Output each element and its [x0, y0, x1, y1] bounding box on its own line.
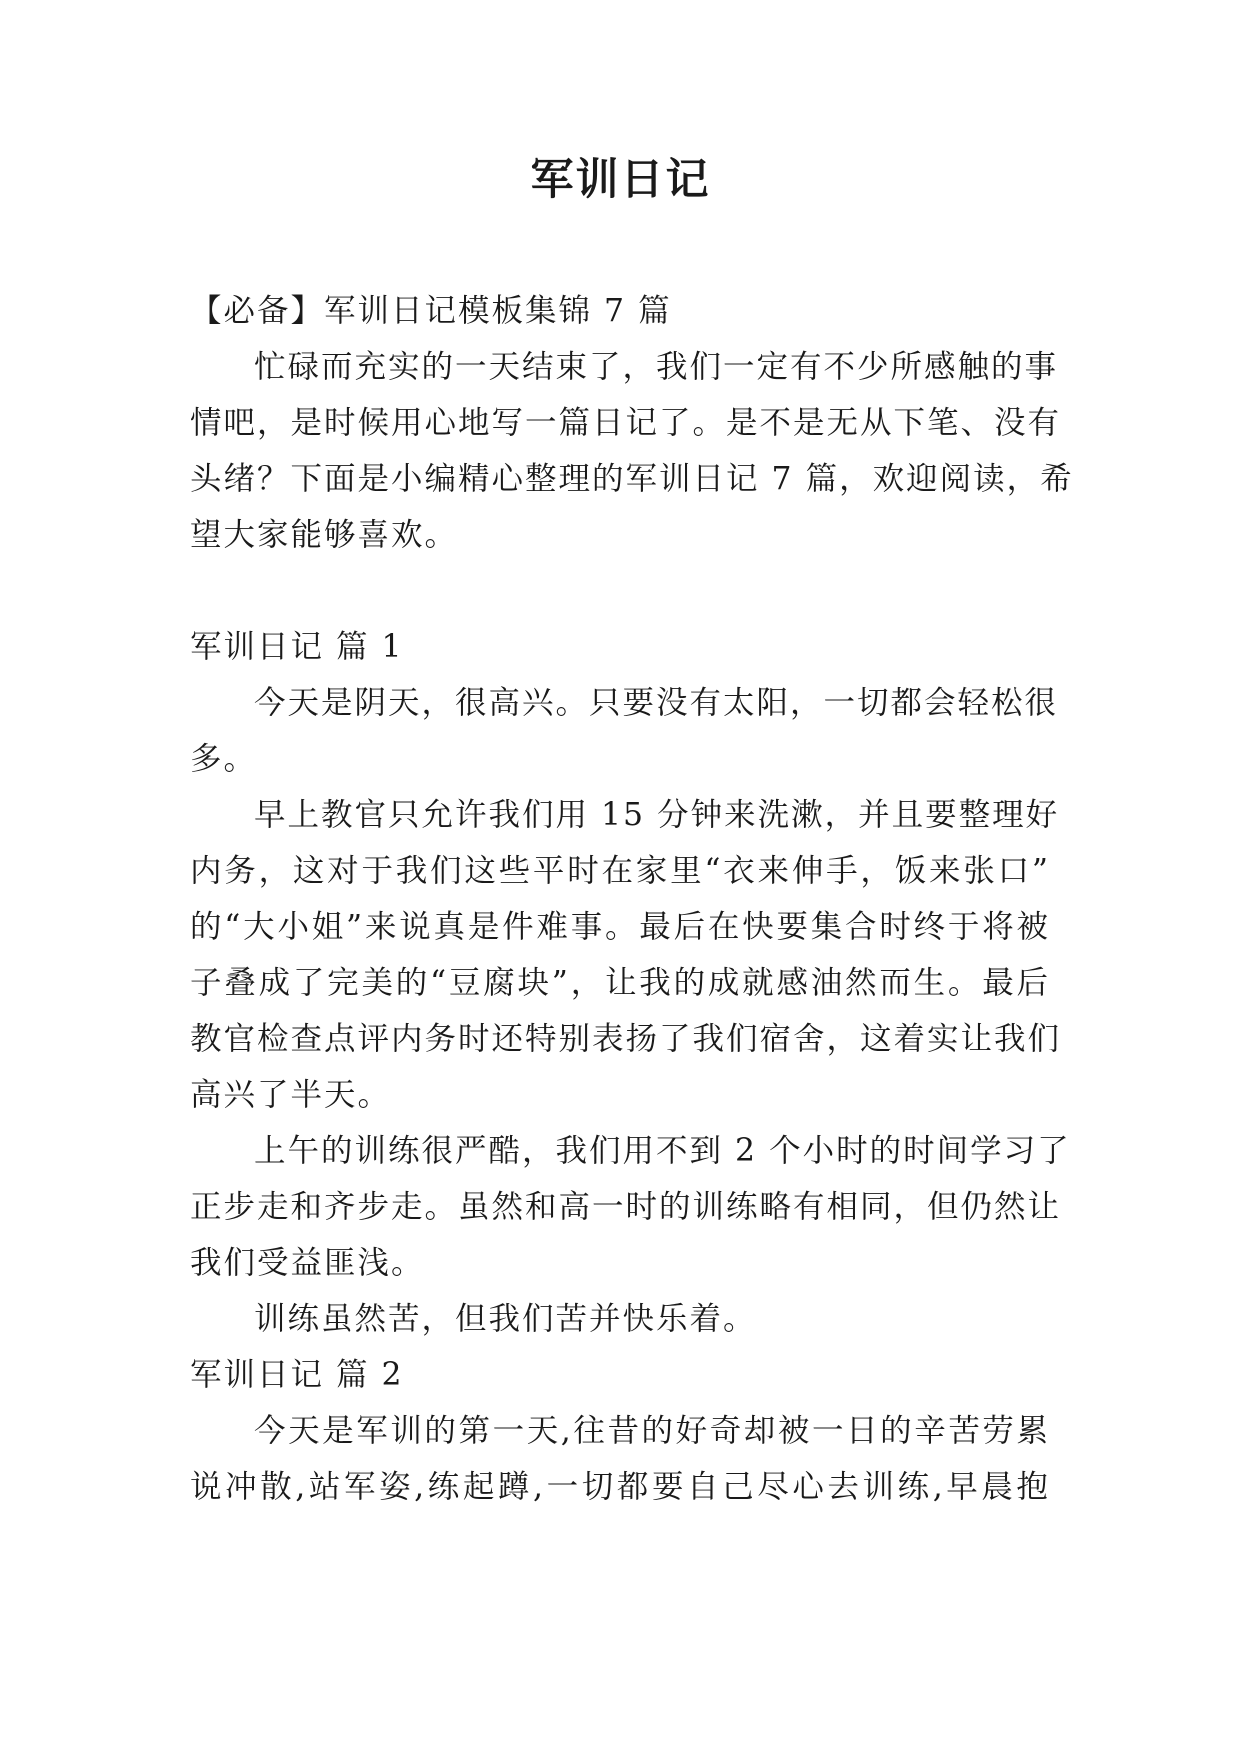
paragraph-line: 早上教官只允许我们用 15 分钟来洗漱，并且要整理好 [254, 797, 1060, 833]
section-heading-1: 军训日记 篇 1 [190, 629, 404, 665]
document-body [190, 283, 1074, 1515]
paragraph-line: 说冲散,站军姿,练起蹲,一切都要自己尽心去训练,早晨抱 [190, 1469, 1050, 1505]
section2-paragraph-1 [190, 1403, 1050, 1515]
section1-paragraph-2 [190, 787, 1062, 1123]
paragraph-line: 多。 [190, 741, 258, 777]
paragraph-line: 的“大小姐”来说真是件难事。最后在快要集合时终于将被 [190, 909, 1050, 945]
paragraph-line: 今天是阴天，很高兴。只要没有太阳，一切都会轻松很 [254, 685, 1059, 721]
paragraph-line: 我们受益匪浅。 [190, 1245, 425, 1281]
spacer [190, 563, 1050, 619]
paragraph-line: 内务，这对于我们这些平时在家里“衣来伸手，饭来张口” [190, 853, 1050, 889]
intro-line: 望大家能够喜欢。 [190, 517, 459, 553]
paragraph-line: 上午的训练很严酷，我们用不到 2 个小时的时间学习了 [254, 1133, 1071, 1169]
section1-paragraph-1 [190, 675, 1059, 787]
page-title: 军训日记 [530, 155, 711, 205]
subtitle: 【必备】军训日记模板集锦 7 篇 [190, 293, 672, 329]
intro-line: 头绪？下面是小编精心整理的军训日记 7 篇，欢迎阅读，希 [190, 461, 1074, 497]
intro-line: 忙碌而充实的一天结束了，我们一定有不少所感触的事 [254, 349, 1059, 385]
paragraph-line: 子叠成了完美的“豆腐块”，让我的成就感油然而生。最后 [190, 965, 1050, 1001]
paragraph-line: 高兴了半天。 [190, 1077, 392, 1113]
section-heading-2: 军训日记 篇 2 [190, 1357, 404, 1393]
paragraph-line: 教官检查点评内务时还特别表扬了我们宿舍，这着实让我们 [190, 1021, 1062, 1057]
section1-paragraph-4: 训练虽然苦，但我们苦并快乐着。 [254, 1301, 757, 1337]
paragraph-line: 今天是军训的第一天,往昔的好奇却被一日的辛苦劳累 [254, 1413, 1050, 1449]
section1-paragraph-3 [190, 1123, 1071, 1291]
intro-paragraph [190, 339, 1074, 563]
paragraph-line: 正步走和齐步走。虽然和高一时的训练略有相同，但仍然让 [190, 1189, 1062, 1225]
intro-line: 情吧，是时候用心地写一篇日记了。是不是无从下笔、没有 [190, 405, 1062, 441]
